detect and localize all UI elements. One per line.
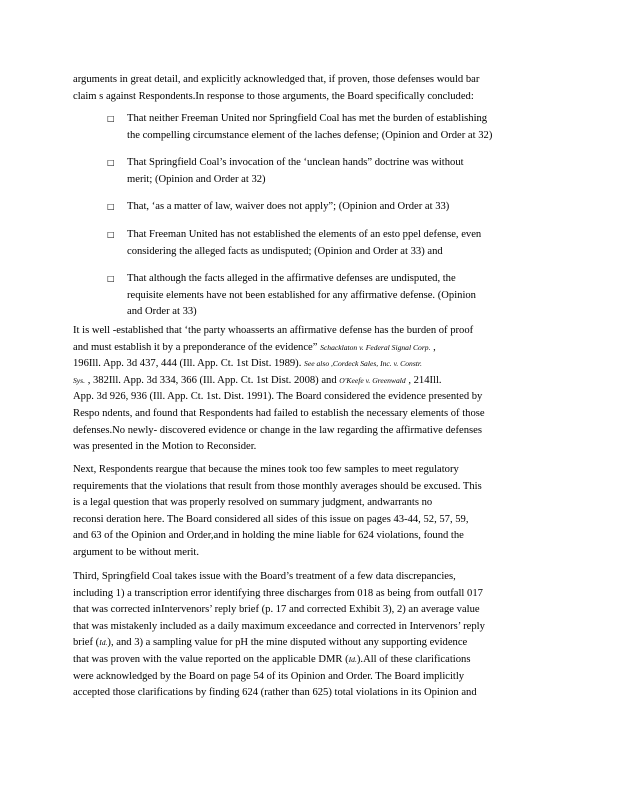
list-item [73,227,543,260]
text-line: requirements that the violations that result from those monthly averages should be excused. This [73,480,482,492]
text-line [73,340,543,357]
case-citation: See also ,Cordeck Sales, Inc. v. Constr. [304,359,422,369]
text-line: arguments in great detail, and explicitly acknowledged that, if proven, those defenses would bar [73,74,480,85]
text-line: That Springfield Coal’s invocation of the ‘unclean hands” doctrine was without [127,157,464,169]
text-line: argument to be without merit. [73,546,200,558]
text-line: Third, Springfield Coal takes issue with the Board’s treatment of a few data discrepancies, [73,571,456,582]
case-citation: Schacklaton v. Federal Signal Corp. [320,342,431,352]
text-line: reconsi deration here. The Board considered all sides of this issue on pages 43-44, 52, 57, 59, [73,513,469,525]
conclusions-list [73,111,543,332]
burden-of-proof-paragraph [73,323,543,456]
text-line [73,373,543,390]
text-span: ), and 3) a sampling value for pH the mine disputed without any supporting evidence [107,637,468,649]
sampling-paragraph [73,462,543,562]
intro-paragraph [73,72,543,105]
id-citation: Id. [348,654,357,664]
text-line: That Freeman United has not established the elements of an esto ppel defense, even [127,228,482,240]
text-line: and 63 of the Opinion and Order,and in holding the mine liable for 624 violations, found the [73,530,464,542]
text-line: Respo ndents, and found that Respondents had failed to establish the necessary elements of those [73,407,485,419]
text-line: merit; (Opinion and Order at 32) [127,173,266,185]
text-line [73,356,543,373]
id-citation: Id. [99,638,108,648]
text-line: Next, Respondents reargue that because the mines took too few samples to meet regulatory [73,464,459,475]
text-span: , [433,341,436,353]
text-span: 196Ill. App. 3d 437, 444 (Ill. App. Ct. 1st Dist. 1989). [73,358,302,370]
text-line: was presented in the Motion to Reconsider. [73,441,257,453]
list-item [73,199,543,216]
text-line: including 1) a transcription error identifying three discharges from 018 as being from outfall 017 [73,587,483,599]
checkbox-bullet-icon: □ [107,158,115,168]
text-line [73,635,543,652]
text-span: that was proven with the value reported on the applicable DMR ( [73,653,349,665]
list-item [73,271,543,321]
text-line: accepted those clarifications by finding 624 (rather than 625) total violations in its Opinion and [73,687,477,699]
text-span: brief ( [73,637,100,649]
text-line: the compelling circumstance element of the laches defense; (Opinion and Order at 32) [127,129,493,141]
text-span: and must establish it by a preponderance of the evidence” [73,341,318,353]
text-span: , 382Ill. App. 3d 334, 366 (Ill. App. Ct. 1st Dist. 2008) and [87,374,337,386]
case-citation: O'Keefe v. Greenwald [339,375,406,385]
list-item [73,155,543,188]
checkbox-bullet-icon: □ [107,274,115,284]
checkbox-bullet-icon: □ [107,202,115,212]
case-citation: Sys. [73,375,86,385]
checkbox-bullet-icon: □ [107,114,115,123]
text-line: were acknowledged by the Board on page 54 of its Opinion and Order. The Board implicitly [73,670,465,682]
text-line: considering the alleged facts as undisputed; (Opinion and Order at 33) and [127,245,443,257]
text-line: that was corrected inIntervenors’ reply brief (p. 17 and corrected Exhibit 3), 2) an average value [73,604,480,616]
text-line: That neither Freeman United nor Springfield Coal has met the burden of establishing [127,113,488,124]
text-line: defenses.No newly- discovered evidence or change in the law regarding the affirmative defenses [73,424,482,436]
text-line: claim s against Respondents.In response to those arguments, the Board specifically concluded: [73,90,474,102]
data-discrepancies-paragraph [73,569,543,702]
text-line: requisite elements have not been established for any affirmative defense. (Opinion [127,289,476,301]
text-line [73,652,543,669]
text-span: , 214Ill. [408,374,442,386]
text-line: is a legal question that was properly resolved on summary judgment, andwarrants no [73,497,433,509]
text-line: That, ‘as a matter of law, waiver does not apply”; (Opinion and Order at 33) [127,201,450,213]
text-line: It is well -established that ‘the party whoasserts an affirmative defense has the burden of proof [73,325,474,336]
checkbox-bullet-icon: □ [107,229,115,239]
text-line: that was mistakenly included as a daily maximum exceedance and corrected in Intervenors’ reply [73,620,485,632]
list-item [73,111,543,144]
text-line: That although the facts alleged in the affirmative defenses are undisputed, the [127,273,456,285]
text-line: and Order at 33) [127,306,197,318]
text-line: App. 3d 926, 936 (Ill. App. Ct. 1st. Dist. 1991). The Board considered the evidence presented by [73,391,483,403]
text-span: ).All of these clarifications [356,653,471,665]
